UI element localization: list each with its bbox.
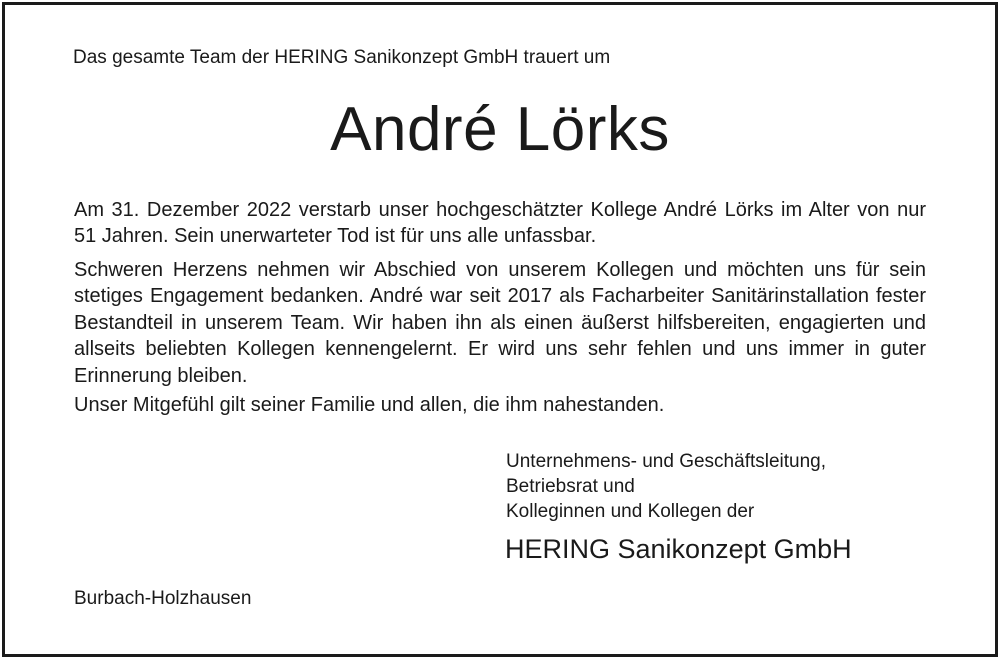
signature-company: HERING Sanikonzept GmbH xyxy=(505,534,852,564)
paragraph-condolence: Unser Mitgefühl gilt seiner Familie und allen, die ihm nahestanden. xyxy=(74,394,665,416)
place-name: Burbach-Holzhausen xyxy=(74,588,252,609)
deceased-name: André Lörks xyxy=(330,95,670,164)
signature-line-colleagues: Kolleginnen und Kollegen der xyxy=(506,501,755,522)
paragraph-farewell: Schweren Herzens nehmen wir Abschied von unserem Kollegen und möchten uns für sein stetiges Engagement bedanken. André war seit 2017 als Facharbeiter Sanitärinstallation fester Bestandteil in unserem Team. Wir haben ihn als einen äußerst hilfsbereiten, engagierten und allseits beliebten Kollegen kennengelernt. Er wird uns sehr fehlen und uns immer in guter Erinnerung bleiben. xyxy=(74,259,926,387)
signature-line-works-council: Betriebsrat und xyxy=(506,476,635,497)
signature-line-management: Unternehmens- und Geschäftsleitung, xyxy=(506,451,827,472)
paragraph-death-announcement: Am 31. Dezember 2022 verstarb unser hochgeschätzter Kollege André Lörks im Alter von nur 51 Jahren. Sein unerwarteter Tod ist für uns alle unfassbar. xyxy=(74,199,926,248)
intro-line: Das gesamte Team der HERING Sanikonzept GmbH trauert um xyxy=(73,47,611,68)
